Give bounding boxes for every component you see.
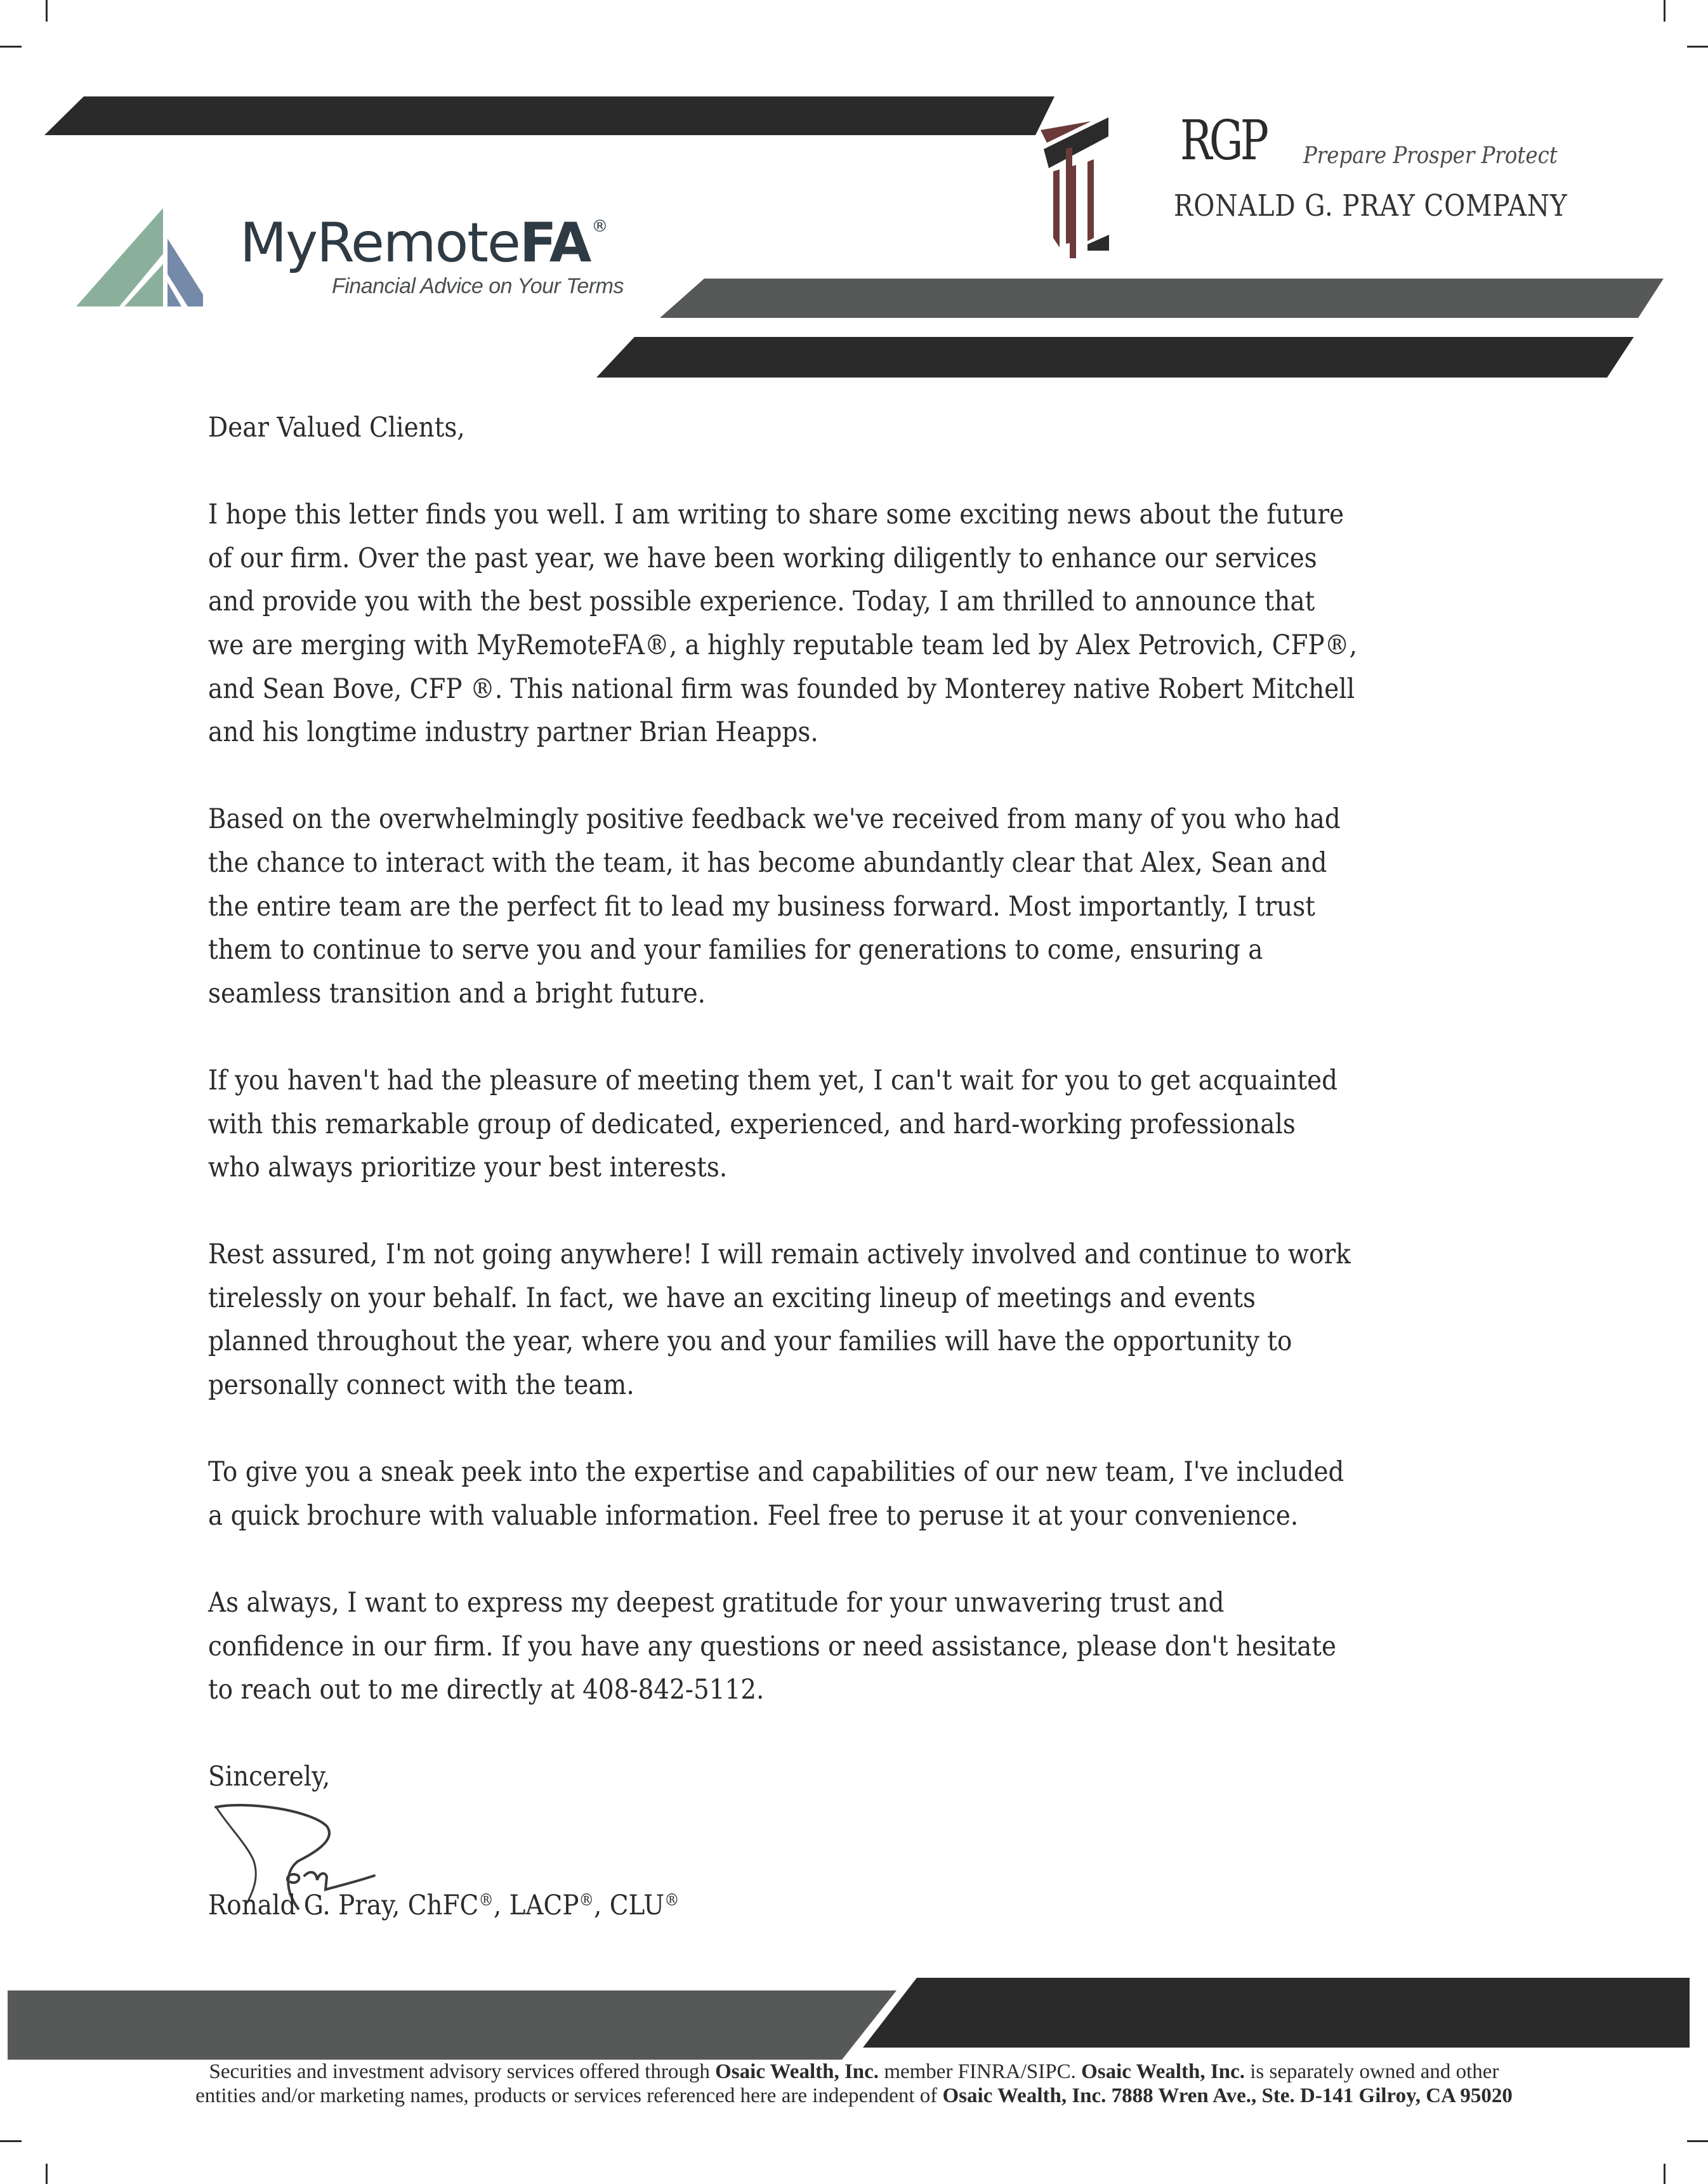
disclaimer-text: is separately owned and other xyxy=(1245,2060,1499,2083)
myremotefa-wordmark xyxy=(240,211,607,275)
footer-band-gray xyxy=(8,1990,897,2060)
signer-cred-lacp: , LACP xyxy=(493,1890,579,1921)
footer-bands xyxy=(0,1967,1708,2062)
disclaimer-firm: Osaic Wealth, Inc. xyxy=(1081,2060,1245,2083)
closing: Sincerely, xyxy=(208,1761,331,1793)
signer-name xyxy=(208,1890,680,1921)
rgp-company-name: RONALD G. PRAY COMPANY xyxy=(1174,188,1568,223)
rgp-monogram: RGP xyxy=(1180,109,1266,173)
registered-mark: ® xyxy=(478,1891,494,1910)
disclaimer-text: Securities and investment advisory services offered through xyxy=(209,2060,716,2083)
registered-mark: ® xyxy=(664,1891,680,1910)
paragraph-announcement: I hope this letter finds you well. I am writing to share some exciting news about the future of our firm. Over the past year, we have been working diligently to enhance our services and provide you with the best possible experience. Today, I am thrilled to announce that we are merging with MyRemoteFA®, a highly reputable team led by Alex Petrovich, CFP®, and Sean Bove, CFP ®. This national firm was founded by Monterey native Robert Mitchell and his longtime industry partner Brian Heapps. xyxy=(208,499,1358,749)
footer-band-dark xyxy=(863,1978,1690,2048)
myremotefa-logo xyxy=(76,203,647,317)
column-logo-icon xyxy=(1034,117,1129,270)
header-band-lower-dark xyxy=(596,337,1634,378)
wordmark-bold: FA xyxy=(519,211,591,275)
rgp-logo xyxy=(1034,109,1669,270)
header-band-top-dark xyxy=(44,96,1054,135)
header-band-gray xyxy=(660,279,1664,318)
disclaimer-line-2 xyxy=(0,2084,1708,2108)
disclaimer-firm: Osaic Wealth, Inc. xyxy=(715,2060,879,2083)
registered-mark: ® xyxy=(579,1891,595,1910)
paragraph-gratitude: As always, I want to express my deepest gratitude for your unwavering trust and confidence in our firm. If you have any questions or need assistance, please don't hesitate to reach out to me directly at 408-842-5112. xyxy=(208,1587,1337,1706)
crop-mark-bottom-right-horizontal xyxy=(1687,2140,1708,2142)
disclaimer-text: member FINRA/SIPC. xyxy=(879,2060,1082,2083)
crop-mark-bottom-left-horizontal xyxy=(0,2140,22,2142)
registered-mark: ® xyxy=(591,217,607,236)
paragraph-rest-assured: Rest assured, I'm not going anywhere! I will remain actively involved and continue to work tirelessly on your behalf. In fact, we have an exciting lineup of meetings and events planned throughout the year, where you and your families will have the opportunity to personally connect with the team. xyxy=(208,1239,1351,1402)
wordmark-regular: MyRemote xyxy=(240,211,520,275)
letter-body xyxy=(208,406,1528,1799)
paragraph-feedback: Based on the overwhelmingly positive feedback we've received from many of you who had the chance to interact with the team, it has become abundantly clear that Alex, Sean and the entire team are the perfect fit to lead my business forward. Most importantly, I trust them to continue to serve you and your families for generations to come, ensuring a seamless transition and a bright future. xyxy=(208,803,1341,1010)
rgp-motto: Prepare Prosper Protect xyxy=(1303,143,1558,169)
salutation: Dear Valued Clients, xyxy=(208,412,465,444)
disclaimer-text: entities and/or marketing names, products or services referenced here are independent of xyxy=(195,2084,943,2107)
signer-name-text: Ronald G. Pray, ChFC xyxy=(208,1890,479,1921)
disclaimer-line-1 xyxy=(0,2060,1708,2084)
footer-disclaimer xyxy=(0,2060,1708,2108)
mountain-logo-icon xyxy=(76,203,203,311)
paragraph-brochure: To give you a sneak peek into the expertise and capabilities of our new team, I've included a quick brochure with valuable information. Feel free to peruse it at your convenience. xyxy=(208,1456,1344,1532)
signer-cred-clu: , CLU xyxy=(594,1890,665,1921)
myremotefa-tagline: Financial Advice on Your Terms xyxy=(332,274,624,298)
disclaimer-address: Osaic Wealth, Inc. 7888 Wren Ave., Ste. D-141 Gilroy, CA 95020 xyxy=(942,2084,1513,2107)
paragraph-meet-team: If you haven't had the pleasure of meeting them yet, I can't wait for you to get acquainted with this remarkable group of dedicated, experienced, and hard-working professionals who always prioritize your best interests. xyxy=(208,1064,1338,1184)
crop-mark-bottom-right-vertical xyxy=(1664,2164,1665,2184)
crop-mark-bottom-left-vertical xyxy=(46,2164,48,2184)
